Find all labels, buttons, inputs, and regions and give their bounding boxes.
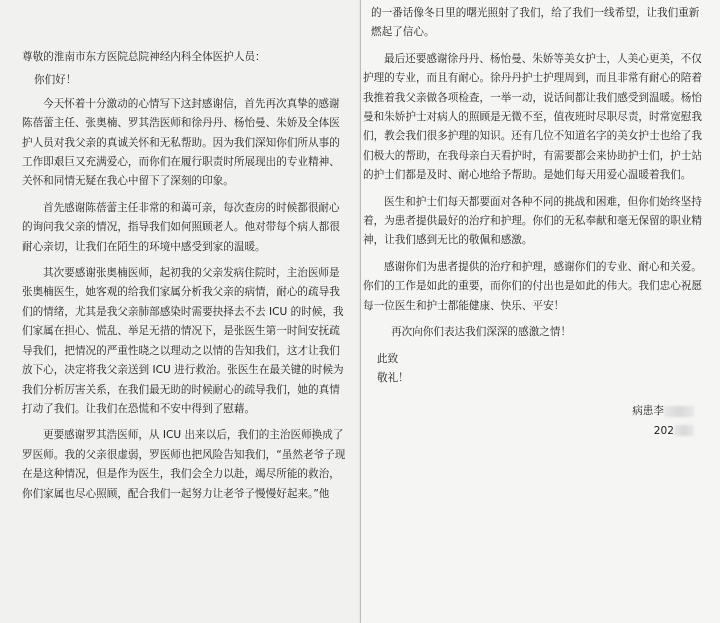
paragraph-director: 首先感谢陈蓓蕾主任非常的和蔼可亲，每次查房的时候都很耐心的询问我父亲的情况，指导我们如何照顾老人。他对带每个病人都很耐心亲切，让我们在陌生的环境中感受到家的温暖。 [22,201,340,253]
paragraph-continued: 的一番话像冬日里的曙光照射了我们，给了我们一线希望，让我们重新燃起了信心。 [371,7,700,39]
signature [363,402,708,421]
paragraph-intro: 今天怀着十分激动的心情写下这封感谢信，首先再次真挚的感谢陈蓓蕾主任、张奥楠、罗其浩医师和徐丹丹、杨怡曼、朱娇及全体医护人员对我父亲的真诚关怀和无私帮助。因为我们深知你们所从事的工作即艰巨又充满爱心，而你们在履行职责时所展现出的专业精神、关怀和同情无疑在我心中留下了深刻的印象。 [22,97,340,188]
closing-salute: 敬礼！ [377,371,409,384]
date-line [363,422,708,441]
paragraph-nurses: 最后还要感谢徐丹丹、杨怡曼、朱娇等美女护士，人美心更美，不仅护理的专业，而且有耐心。徐丹丹护士护理周到，而且非常有耐心的陪着我推着我父亲做各项检查，一举一动，说话间都让我们感受到温暖。杨怡曼和朱娇护士对病人的照顾是无微不至，值夜班时尽职尽责，时常宽慰我们，教会我们很多护理的知识。还有几位不知道名字的美女护士也给了我们极大的帮助，在我母亲白天看护时，有需要都会来协助护士们，护士站的护士们都是及时、耐心地给予帮助。是她们每天用爱心温暖着我们。 [363,52,702,182]
signature-name: 病患李 [632,405,664,418]
paragraph-final-thanks: 再次向你们表达我们深深的感激之情！ [391,326,572,339]
paragraph-thanks: 感谢你们为患者提供的治疗和护理，感谢你们的专业、耐心和关爱。你们的工作是如此的重要，而你们的付出也是如此的伟大。我们忠心祝愿每一位医生和护士都能健康、快乐、平安！ [363,260,702,312]
date-text: 202 [653,424,674,437]
greeting: 你们好！ [34,74,77,87]
salutation: 尊敬的淮南市东方医院总院神经内科全体医护人员： [22,51,266,63]
letter-page-right [361,0,720,623]
paragraph-dr-zhang: 其次要感谢张奥楠医师，起初我的父亲发病住院时，主治医师是张奥楠医生，她客观的给我们家属分析我父亲的病情，耐心的疏导我们的情绪，尤其是我父亲肺部感染时需要抉择去不去 ICU 的时候，我们家属在担心、慌乱、举足无措的情况下，是张医生第一时间安抚疏导我们，把情况的严重性晓之以理动之以情的告知我们，这才让我们放下心，决定将我父亲送到 ICU 进行救治。张医生在最关键的时候为我们分析厉害关系，在我们最无助的时候耐心的疏导我们，她的真情打动了我们。让我们在恐慌和不安中得到了慰藉。 [22,267,344,415]
redacted-name-blur [664,406,694,417]
paragraph-challenges: 医生和护士们每天都要面对各种不同的挑战和困难，但你们始终坚持着，为患者提供最好的治疗和护理。你们的无私奉献和毫无保留的职业精神，让我们感到无比的敬佩和感激。 [363,195,702,247]
redacted-date-blur [674,425,694,436]
closing-regards: 此致 [377,352,399,365]
paragraph-dr-luo: 更要感谢罗其浩医师，从 ICU 出来以后，我们的主治医师换成了罗医师。我的父亲很虚弱，罗医师也把风险告知我们，“虽然老爷子现在是这种情况，但是作为医生，我们会全力以赴，竭尽所能的救治，你们家属也尽心照顾，配合我们一起努力让老爷子慢慢好起来。”他 [22,429,346,500]
